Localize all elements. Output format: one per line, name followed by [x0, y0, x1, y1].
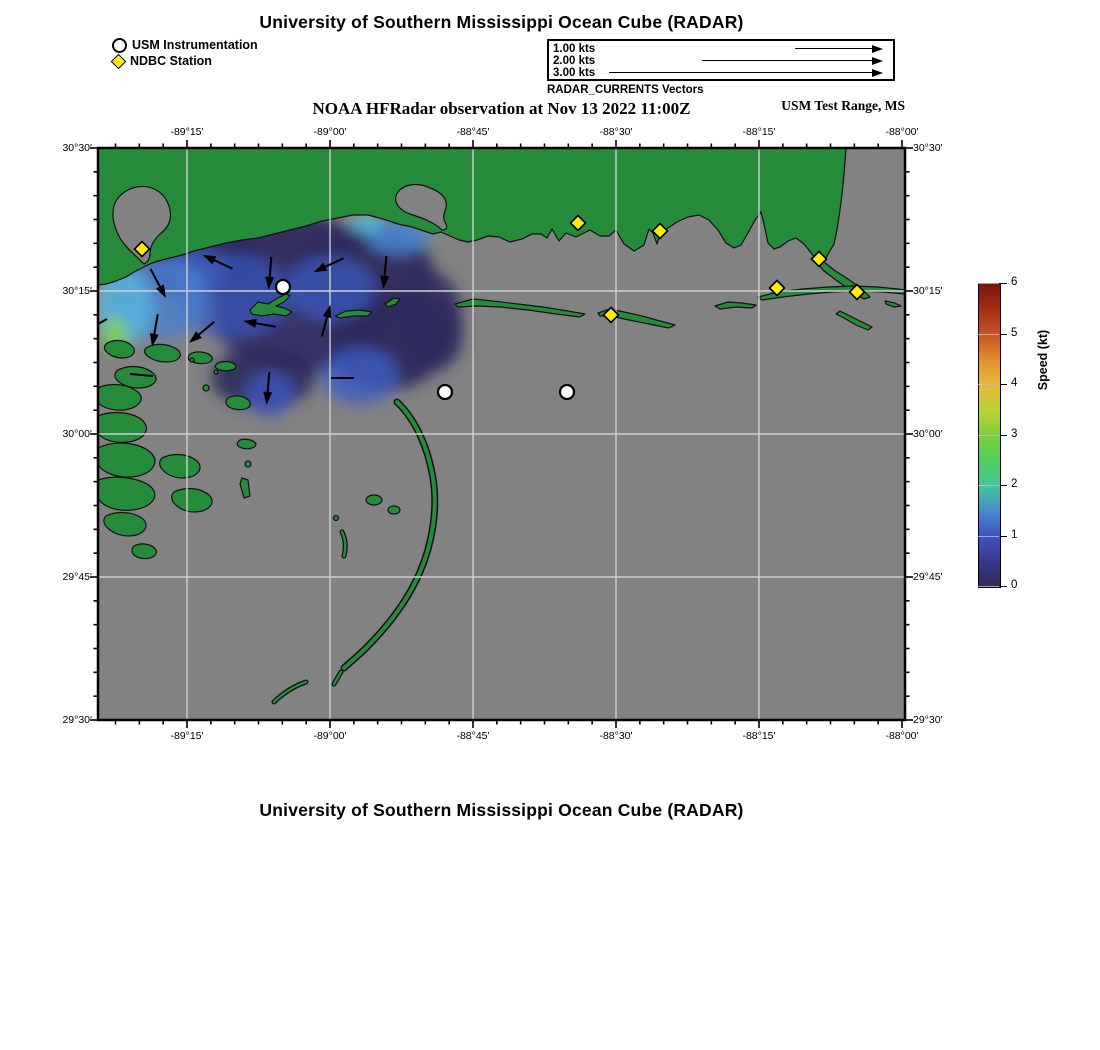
lat-tick-label: 30°00'	[62, 428, 92, 440]
bottom-title: University of Southern Mississippi Ocean Cube (RADAR)	[259, 800, 744, 820]
colorbar-tick-value: 1	[1011, 528, 1018, 541]
colorbar-tick-line	[978, 536, 999, 537]
lon-tick-label: -88°00'	[885, 730, 919, 742]
colorbar-tick	[1000, 435, 1007, 436]
vector-arrowhead-icon	[872, 57, 883, 65]
colorbar-tick	[1000, 334, 1007, 335]
colorbar-tick-value: 0	[1011, 579, 1018, 591]
legend-row-ndbc	[112, 53, 258, 69]
vector-scale-box	[547, 39, 895, 81]
ndbc-diamond-icon	[111, 53, 127, 69]
usm-station-marker	[438, 385, 452, 399]
lat-tick-label: 29°45'	[913, 571, 943, 583]
speed-colorbar	[978, 283, 1001, 588]
lat-tick-label: 30°15'	[62, 285, 92, 297]
vector-scale-line	[702, 60, 872, 61]
usm-circle-icon	[112, 38, 127, 53]
lat-tick-label: 30°30'	[62, 142, 92, 154]
lat-tick-label: 29°30'	[62, 714, 92, 726]
colorbar-tick-line	[978, 384, 999, 385]
lon-tick-label: -89°15'	[170, 126, 204, 138]
vector-scale-label: 2.00 kts	[553, 55, 596, 67]
vector-scale-label: 1.00 kts	[553, 43, 596, 55]
colorbar-tick-line	[978, 435, 999, 436]
colorbar-tick-line	[978, 586, 999, 587]
lon-tick-label: -88°30'	[599, 730, 633, 742]
vector-scale-line	[609, 72, 872, 73]
lon-tick-label: -89°00'	[313, 730, 347, 742]
colorbar-tick	[1000, 283, 1007, 284]
vector-scale-caption: RADAR_CURRENTS Vectors	[547, 84, 704, 96]
colorbar-tick	[1000, 384, 1007, 385]
lon-tick-label: -89°00'	[313, 126, 347, 138]
colorbar-tick-value: 4	[1011, 377, 1018, 389]
colorbar-tick-value: 5	[1011, 326, 1018, 339]
colorbar-tick	[1000, 536, 1007, 537]
legend-row-usm	[112, 37, 258, 53]
vector-arrowhead-icon	[872, 69, 883, 77]
colorbar-tick-value: 6	[1011, 276, 1018, 288]
page-title: University of Southern Mississippi Ocean Cube (RADAR)	[259, 12, 744, 32]
lat-tick-label: 29°30'	[913, 714, 943, 726]
lon-tick-label: -88°45'	[456, 126, 490, 138]
colorbar-tick-line	[978, 485, 999, 486]
lon-tick-label: -88°30'	[599, 126, 633, 138]
marker-legend	[112, 37, 258, 69]
lat-tick-label: 30°30'	[913, 142, 943, 154]
map-canvas	[98, 148, 905, 720]
lon-tick-label: -88°45'	[456, 730, 490, 742]
lat-tick-label: 30°15'	[913, 285, 943, 297]
lon-tick-label: -89°15'	[170, 730, 204, 742]
usm-station-marker	[560, 385, 574, 399]
legend-ndbc-label: NDBC Station	[130, 54, 212, 68]
lat-tick-label: 29°45'	[62, 571, 92, 583]
lon-tick-label: -88°00'	[885, 126, 919, 138]
lon-tick-label: -88°15'	[742, 126, 776, 138]
colorbar-tick-line	[978, 334, 999, 335]
colorbar-tick	[1000, 586, 1007, 587]
test-range-label: USM Test Range, MS	[781, 98, 905, 113]
legend-usm-label: USM Instrumentation	[132, 38, 258, 52]
lon-tick-label: -88°15'	[742, 730, 776, 742]
colorbar-tick-value: 2	[1011, 478, 1018, 490]
vector-arrowhead-icon	[872, 45, 883, 53]
colorbar-tick-line	[978, 283, 999, 284]
colorbar-axis-label: Speed (kt)	[1036, 329, 1050, 391]
vector-scale-label: 3.00 kts	[553, 67, 596, 79]
colorbar-tick-value: 3	[1011, 427, 1018, 440]
lat-tick-label: 30°00'	[913, 428, 943, 440]
usm-station-marker	[276, 280, 290, 294]
colorbar-tick	[1000, 485, 1007, 486]
observation-subtitle: NOAA HFRadar observation at Nov 13 2022 11:00Z	[312, 99, 691, 118]
vector-scale-line	[795, 48, 872, 49]
